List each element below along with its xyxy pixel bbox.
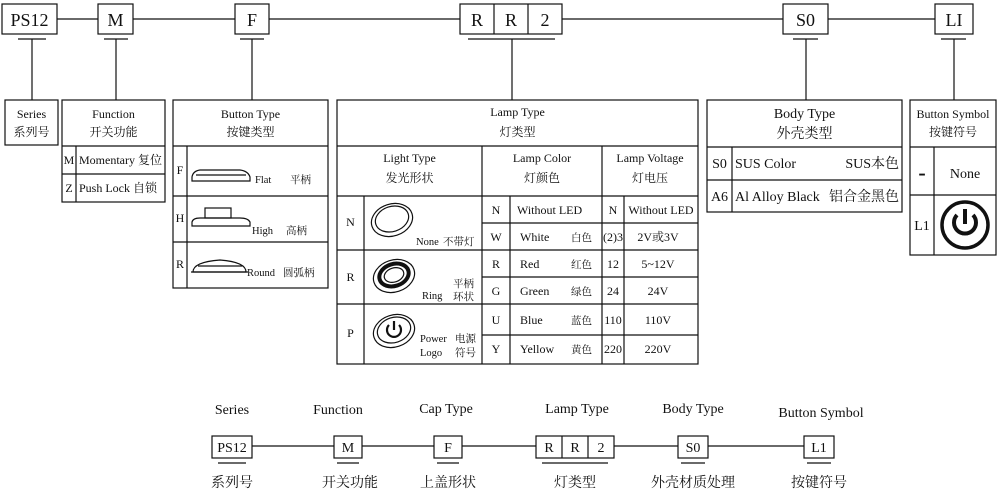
svg-text:R: R: [470, 10, 484, 30]
svg-text:平柄: 平柄: [453, 279, 474, 290]
svg-text:Z: Z: [65, 181, 73, 195]
svg-text:Body Type: Body Type: [662, 402, 724, 417]
svg-text:Series: Series: [16, 107, 47, 121]
svg-text:None: None: [949, 167, 981, 182]
top-code-button: [235, 4, 269, 34]
body-type-box: [707, 100, 902, 212]
svg-text:高柄: 高柄: [286, 226, 307, 237]
svg-text:2: 2: [540, 10, 550, 30]
svg-text:Button Symbol: Button Symbol: [916, 107, 990, 121]
svg-text:灯类型: 灯类型: [499, 125, 536, 139]
svg-text:L1: L1: [914, 219, 930, 234]
svg-text:24: 24: [607, 284, 619, 298]
svg-text:灯颜色: 灯颜色: [523, 171, 561, 185]
lamp-type-box: [337, 100, 698, 364]
svg-text:Y: Y: [491, 342, 501, 356]
svg-text:Lamp Type: Lamp Type: [545, 402, 609, 417]
svg-text:H: H: [175, 211, 185, 225]
svg-text:2V或3V: 2V或3V: [637, 230, 679, 244]
svg-text:圆弧柄: 圆弧柄: [283, 268, 315, 279]
svg-text:Flat: Flat: [255, 175, 272, 186]
svg-text:Ring: Ring: [422, 291, 443, 302]
svg-text:Blue: Blue: [520, 313, 543, 327]
svg-text:Green: Green: [520, 284, 550, 298]
svg-text:R: R: [570, 441, 580, 456]
bottom-part-number: [211, 402, 864, 491]
svg-text:SUS Color: SUS Color: [735, 157, 797, 172]
svg-text:U: U: [491, 313, 501, 327]
svg-text:L1: L1: [811, 441, 827, 456]
svg-text:Round: Round: [247, 268, 276, 279]
svg-text:12: 12: [607, 257, 619, 271]
top-code-body: [783, 4, 828, 34]
svg-text:开关功能: 开关功能: [89, 125, 138, 139]
svg-text:Cap Type: Cap Type: [419, 402, 473, 417]
svg-text:N: N: [608, 203, 618, 217]
svg-text:S0: S0: [685, 441, 701, 456]
svg-text:G: G: [491, 284, 501, 298]
svg-text:Series: Series: [214, 403, 250, 418]
series-box: [5, 100, 58, 145]
button-type-box: [173, 100, 328, 288]
svg-text:Lamp Type: Lamp Type: [490, 105, 545, 119]
button-symbol-box: [910, 100, 996, 255]
svg-text:灯电压: 灯电压: [631, 171, 669, 185]
svg-text:Lamp Color: Lamp Color: [512, 151, 572, 165]
top-code-symbol: [935, 4, 973, 34]
svg-text:铝合金黑色: 铝合金黑色: [829, 190, 899, 205]
svg-text:M: M: [63, 153, 75, 167]
svg-text:平柄: 平柄: [290, 175, 311, 186]
svg-text:按键符号: 按键符号: [791, 476, 847, 491]
svg-text:M: M: [341, 441, 355, 456]
function-box: [62, 100, 165, 202]
svg-text:S0: S0: [712, 157, 727, 172]
svg-text:系列号: 系列号: [13, 125, 50, 139]
svg-text:(2)3: (2)3: [603, 230, 623, 244]
svg-text:R: R: [346, 270, 355, 284]
svg-text:R: R: [544, 441, 554, 456]
svg-text:M: M: [107, 10, 124, 30]
svg-text:环状: 环状: [453, 292, 474, 303]
svg-text:F: F: [246, 10, 258, 30]
svg-text:SUS本色: SUS本色: [845, 157, 899, 172]
svg-text:R: R: [504, 10, 518, 30]
svg-text:Button Type: Button Type: [220, 107, 281, 121]
svg-text:Function: Function: [92, 107, 135, 121]
svg-text:Without LED: Without LED: [517, 203, 583, 217]
svg-text:2: 2: [597, 441, 605, 456]
svg-text:220V: 220V: [644, 342, 672, 356]
svg-text:P: P: [347, 326, 354, 340]
svg-text:Body Type: Body Type: [773, 107, 836, 122]
svg-text:白色: 白色: [571, 233, 592, 244]
svg-text:Function: Function: [313, 403, 363, 418]
svg-text:5~12V: 5~12V: [641, 257, 675, 271]
svg-text:外壳材质处理: 外壳材质处理: [651, 476, 735, 491]
top-code-function: [98, 4, 133, 34]
svg-text:Without LED: Without LED: [628, 203, 694, 217]
svg-text:Light Type: Light Type: [383, 151, 436, 165]
svg-text:PS12: PS12: [217, 441, 247, 456]
svg-text:按键类型: 按键类型: [226, 125, 275, 139]
svg-text:A6: A6: [710, 190, 729, 205]
svg-text:110V: 110V: [644, 313, 672, 327]
svg-text:F: F: [176, 163, 184, 177]
svg-text:R: R: [175, 257, 185, 271]
svg-text:黄色: 黄色: [571, 345, 592, 356]
svg-text:Momentary 复位: Momentary 复位: [79, 153, 162, 167]
top-code-lamp: [460, 4, 562, 34]
svg-text:开关功能: 开关功能: [322, 476, 378, 491]
svg-text:24V: 24V: [647, 284, 669, 298]
svg-text:PS12: PS12: [10, 10, 49, 30]
svg-text:红色: 红色: [571, 260, 592, 271]
svg-text:灯类型: 灯类型: [554, 476, 596, 491]
svg-text:Push Lock 自锁: Push Lock 自锁: [79, 181, 158, 195]
svg-text:绿色: 绿色: [571, 287, 592, 298]
svg-text:R: R: [491, 257, 501, 271]
svg-text:蓝色: 蓝色: [571, 316, 592, 327]
svg-text:Red: Red: [520, 257, 540, 271]
svg-text:LI: LI: [945, 10, 963, 30]
svg-text:N: N: [491, 203, 501, 217]
svg-text:电源: 电源: [455, 334, 476, 345]
svg-text:Yellow: Yellow: [520, 342, 555, 356]
svg-text:Button Symbol: Button Symbol: [778, 406, 864, 421]
drop-lines: [18, 39, 966, 100]
svg-text:110: 110: [604, 313, 622, 327]
svg-text:上盖形状: 上盖形状: [420, 476, 476, 491]
svg-text:-: -: [918, 160, 926, 185]
svg-text:White: White: [520, 230, 550, 244]
svg-text:Logo: Logo: [420, 348, 443, 359]
svg-text:F: F: [444, 441, 452, 456]
svg-text:Lamp Voltage: Lamp Voltage: [616, 151, 684, 165]
svg-text:系列号: 系列号: [211, 476, 253, 491]
svg-text:Al Alloy Black: Al Alloy Black: [735, 190, 820, 205]
svg-text:不带灯: 不带灯: [443, 237, 475, 248]
svg-text:None: None: [416, 237, 439, 248]
svg-text:W: W: [490, 230, 502, 244]
svg-text:符号: 符号: [455, 348, 476, 359]
svg-text:S0: S0: [795, 10, 816, 30]
svg-text:High: High: [252, 226, 273, 237]
svg-text:N: N: [346, 215, 355, 229]
svg-text:按键符号: 按键符号: [928, 125, 978, 139]
svg-text:220: 220: [604, 342, 622, 356]
svg-text:发光形状: 发光形状: [385, 171, 434, 185]
svg-text:外壳类型: 外壳类型: [776, 127, 833, 142]
svg-text:Power: Power: [420, 334, 447, 345]
top-code-series: [2, 4, 57, 34]
